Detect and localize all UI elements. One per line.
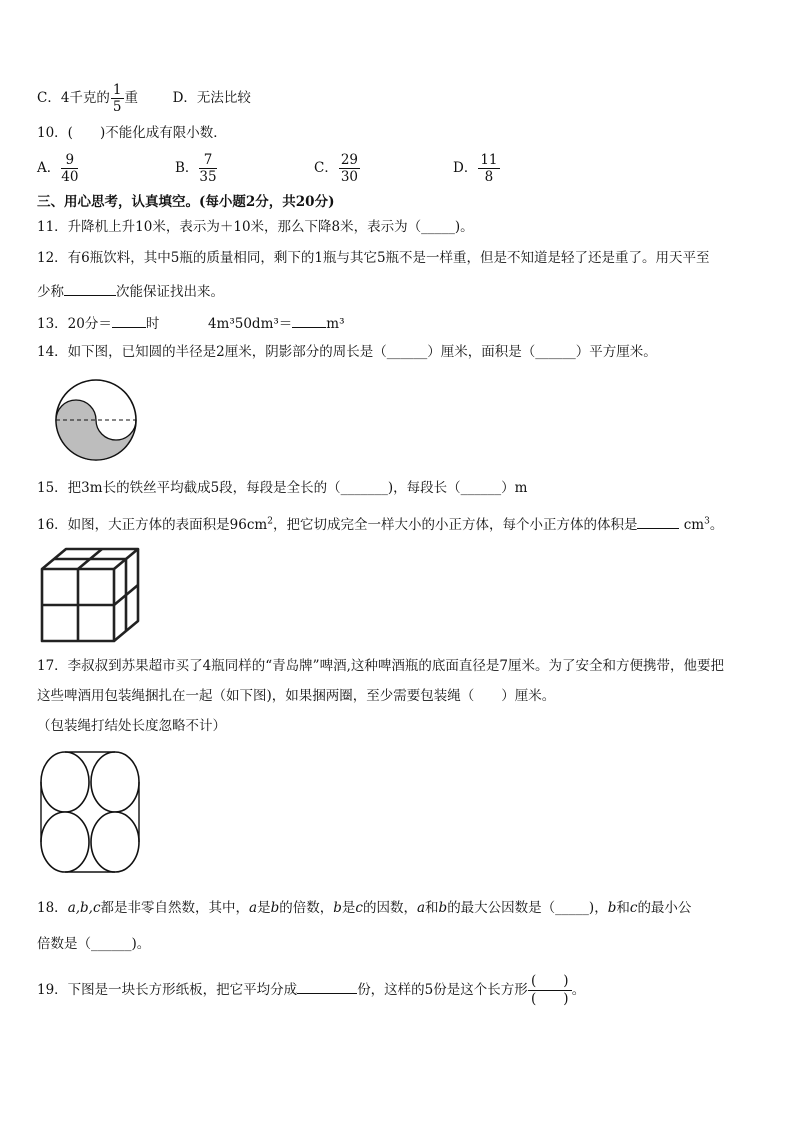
q10-option-b: B． $\frac{7}{35}$ [175,152,217,185]
q17-line1: 17．李叔叔到苏果超市买了4瓶同样的“青岛牌”啤酒,这种啤酒瓶的底面直径是7厘米。为了安全和方便携带，他要把 [37,658,724,674]
q18-line1: 18．a,b,c都是非零自然数，其中，a是b的倍数，b是c的因数，a和b的最大公因数是（_____)，b和c的最小公 [37,900,692,916]
q16-text: 16．如图，大正方体的表面积是$96cm^2$，把它切成完全一样大小的小正方体，每个小正方体的体积是 $cm^3$。 [37,514,723,534]
q9-option-c: C．4千克的 $\frac{1}{5}$ 重 D．无法比较 [37,82,251,115]
q10-option-d: D． $\frac{11}{8}$ [453,152,498,185]
q10-option-a: A． $\frac{9}{40}$ [37,152,79,185]
answer-blank[interactable] [64,281,116,296]
answer-blank[interactable] [637,514,679,529]
fraction: $\frac{1}{5}$ [112,82,122,115]
q11-text: 11．升降机上升10米，表示为＋10米，那么下降8米，表示为（_____)。 [37,219,474,235]
answer-blank[interactable] [112,313,146,328]
q17-note: （包装绳打结处长度忽略不计） [37,718,226,734]
q18-line2: 倍数是（______)。 [37,936,151,952]
q12-line1: 12．有6瓶饮料，其中5瓶的质量相同，剩下的1瓶与其它5瓶不是一样重，但是不知道是轻了还是重了。用天平至 [37,250,710,266]
cube-figure [38,545,144,645]
q15-text: 15．把3m长的铁丝平均截成5段，每段是全长的（_______)，每段长（______）m [37,480,528,496]
answer-blank[interactable] [297,979,357,994]
q17-line2: 这些啤酒用包装绳捆扎在一起（如下图)，如果捆两圈，至少需要包装绳（ ）厘米。 [37,688,556,704]
four-bottles-figure [36,748,146,876]
q10-option-c: C． $\frac{29}{30}$ [314,152,359,185]
yin-yang-circle-figure [36,378,156,462]
q10-stem: 10．( )不能化成有限小数． [37,125,227,141]
q9-option-d: D．无法比较 [172,90,251,106]
q12-line2: 少称 次能保证找出来。 [37,281,224,301]
section-heading: 三、用心思考，认真填空。(每小题2分，共20分) [37,194,335,210]
q13-text: 13．20分＝ 时 4m³50dm³＝ m³ [37,313,345,333]
q14-text: 14．如下图，已知圆的半径是2厘米，阴影部分的周长是（______）厘米，面积是（______）平方厘米。 [37,344,657,360]
fraction-blank[interactable]: ( ) ( ) [528,973,572,1008]
q19-text: 19．下图是一块长方形纸板，把它平均分成 份，这样的5份是这个长方形 ( ) ( ) 。 [37,973,586,1007]
answer-blank[interactable] [292,313,326,328]
